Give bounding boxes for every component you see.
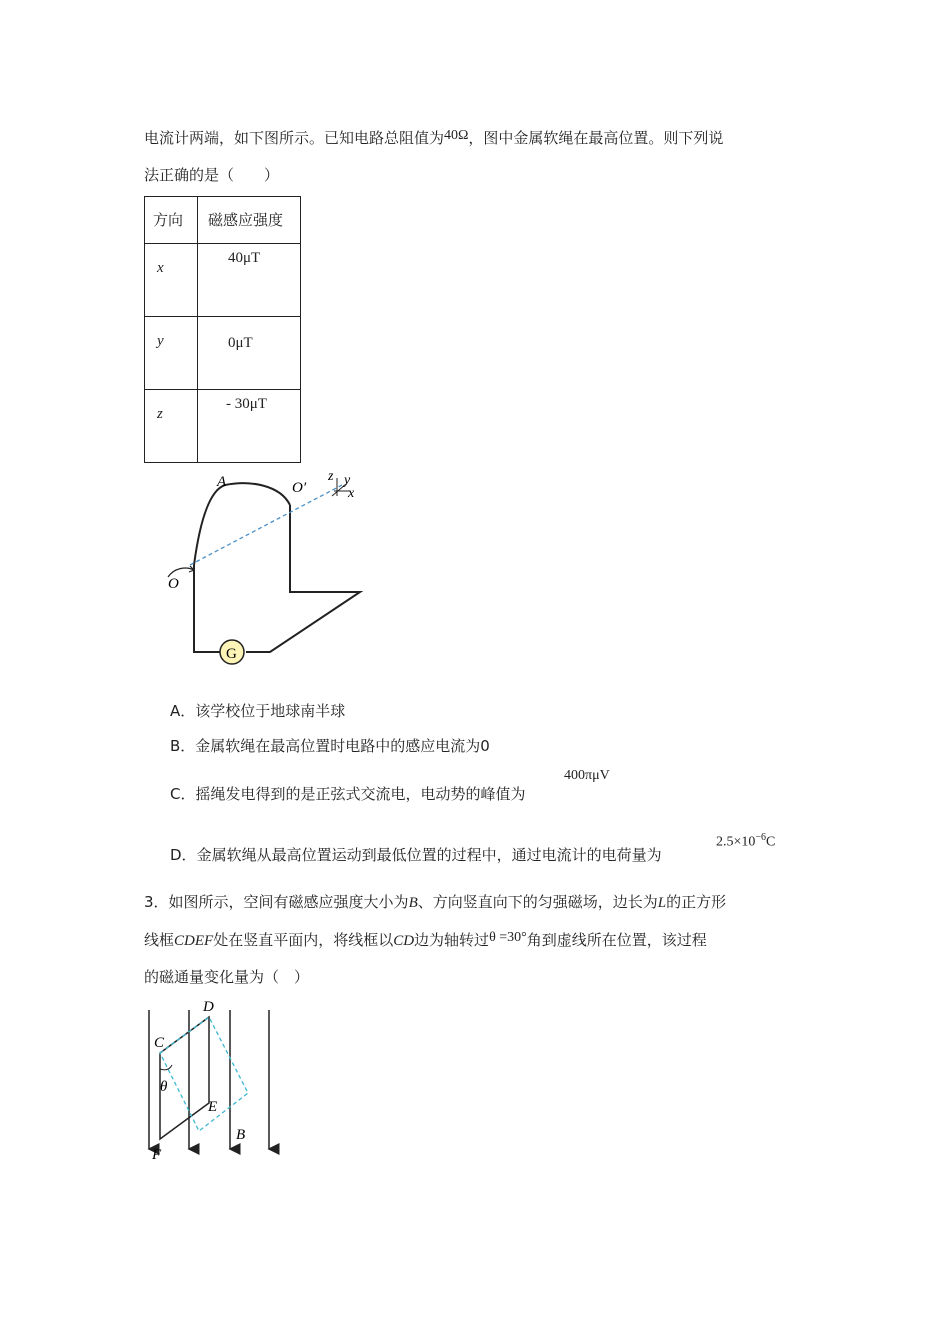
table-value: 0μT [228,335,253,351]
q2-intro-line2: 法正确的是（ ） [144,166,280,184]
option-c[interactable]: C．摇绳发电得到的是正弦式交流电，电动势的峰值为 [170,785,526,803]
svg-text:E: E [208,1099,218,1115]
table-row [145,317,301,390]
svg-text:θ: θ [160,1079,168,1095]
table-value: 40μT [228,250,261,266]
option-d-value: $2.5\times 10^{-6}C$ [716,832,776,850]
svg-text:B: B [236,1127,246,1143]
table-row [145,244,301,317]
svg-text:x: x [348,486,355,501]
svg-text:C: C [154,1035,165,1051]
table-dir: y [157,333,164,349]
svg-text:y: y [344,473,351,488]
circuit-wire [246,505,360,652]
q3-line3: 的磁通量变化量为（ ） [144,968,310,986]
circuit-wire [194,565,222,652]
table-header-direction: 方向 [145,197,198,244]
square-frame-figure [140,995,300,1165]
label-O-prime: O′ [292,480,307,496]
svg-text:z: z [328,469,334,484]
q3-line2: 线框CDEF处在竖直平面内，将线框以CD边为轴转过θ =30°角到虚线所在位置，该过程 [144,930,707,949]
option-c-value: 400πμV [564,768,610,783]
q2-resistance: 40Ω [444,128,469,143]
q2-intro-part1: 电流计两端，如下图所示。已知电路总阻值为 [144,129,445,147]
table-value: - 30μT [226,396,267,412]
q2-intro-line1 [144,128,723,150]
option-a[interactable]: A．该学校位于地球南半球 [170,702,346,720]
rotated-frame [160,1017,248,1131]
table-dir: x [157,260,164,276]
q2-intro-part2: ，图中金属软绳在最高位置。则下列说 [468,129,724,147]
metal-rope [194,483,290,565]
galvanometer-label: G [226,646,237,662]
svg-text:F: F [152,1147,162,1163]
magnetic-field-table [144,196,301,463]
option-d[interactable]: D．金属软绳从最高位置运动到最低位置的过程中，通过电流计的电荷量为 [170,846,662,864]
label-A: A [217,474,227,490]
q3-line1: 3．如图所示，空间有磁感应强度大小为B、方向竖直向下的匀强磁场，边长为L的正方形 [144,893,727,911]
option-b[interactable]: B．金属软绳在最高位置时电路中的感应电流为0 [170,737,490,755]
rope-circuit-figure [150,470,390,670]
table-dir: z [157,406,163,422]
table-row [145,390,301,463]
table-header-field: 磁感应强度 [198,197,301,244]
label-O: O [168,576,179,592]
svg-text:D: D [203,999,214,1015]
